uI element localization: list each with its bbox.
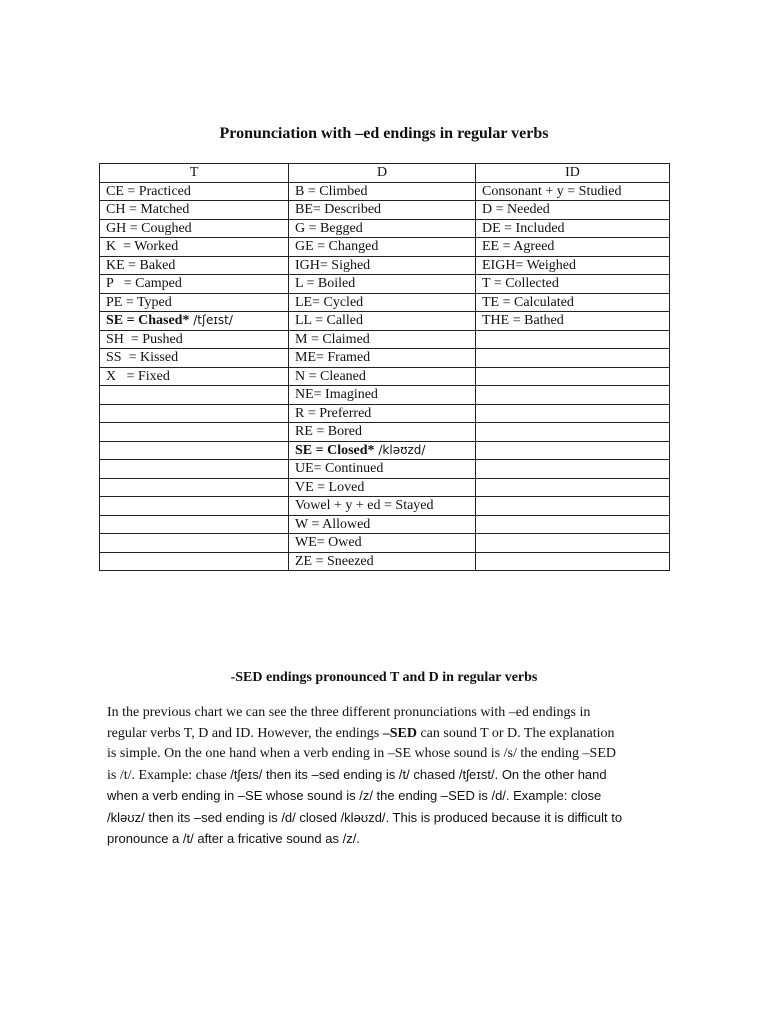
table-cell-t (100, 515, 289, 534)
cell-text: L = Boiled (295, 276, 356, 292)
table-cell-d (289, 386, 476, 405)
table-row (100, 386, 670, 405)
cell-text: Vowel + y + ed = Stayed (295, 498, 434, 514)
table-cell-d (289, 275, 476, 294)
table-row (100, 275, 670, 294)
table-cell-id (476, 312, 670, 331)
table-cell-id (476, 275, 670, 294)
table-cell-t (100, 460, 289, 479)
table-cell-d (289, 182, 476, 201)
table-row (100, 552, 670, 571)
column-header-id: ID (476, 164, 670, 183)
cell-text: THE = Bathed (482, 313, 564, 329)
table-cell-id (476, 552, 670, 571)
table-cell-t (100, 219, 289, 238)
table-cell-id (476, 182, 670, 201)
table-cell-t (100, 349, 289, 368)
cell-ipa-text: /tʃeɪst/ (189, 313, 233, 328)
cell-text: BE= Described (295, 202, 382, 218)
table-cell-t (100, 275, 289, 294)
cell-text: D = Needed (482, 202, 550, 218)
paragraph-text: is /t/. Example: chase (107, 767, 231, 783)
cell-bold-text: SE = Chased* (106, 313, 190, 329)
table-cell-d (289, 423, 476, 442)
cell-text: M = Claimed (295, 331, 370, 347)
cell-text: X = Fixed (106, 368, 170, 384)
page-title: Pronunciation with –ed endings in regular verbs (219, 125, 549, 142)
table-row (100, 404, 670, 423)
table-row (100, 312, 670, 331)
cell-text: ZE = Sneezed (295, 553, 374, 569)
table-row (100, 497, 670, 516)
table-cell-id (476, 367, 670, 386)
table-header-row (100, 164, 670, 183)
cell-text: EIGH= Weighed (482, 257, 576, 273)
table-cell-id (476, 460, 670, 479)
table-row (100, 182, 670, 201)
table-row (100, 423, 670, 442)
cell-text: P = Camped (106, 276, 182, 292)
table-cell-d (289, 367, 476, 386)
cell-text: K = Worked (106, 239, 179, 255)
table-cell-d (289, 497, 476, 516)
cell-text: WE= Owed (295, 535, 362, 551)
table-cell-t (100, 330, 289, 349)
table-cell-t (100, 293, 289, 312)
table-cell-id (476, 534, 670, 553)
cell-text: KE = Baked (106, 257, 176, 273)
paragraph-line (107, 829, 667, 851)
table-row (100, 330, 670, 349)
table-cell-t (100, 478, 289, 497)
table-cell-d (289, 552, 476, 571)
table-row (100, 256, 670, 275)
table-cell-id (476, 478, 670, 497)
table-cell-t (100, 238, 289, 257)
table-cell-id (476, 330, 670, 349)
column-header-t: T (100, 164, 289, 183)
table-row (100, 219, 670, 238)
table-cell-t (100, 256, 289, 275)
table-row (100, 515, 670, 534)
table-cell-id (476, 349, 670, 368)
cell-text: CE = Practiced (106, 183, 191, 199)
paragraph-text: In the previous chart we can see the three different pronunciations with –ed endings in (107, 705, 591, 720)
cell-text: T = Collected (482, 276, 559, 292)
table-cell-id (476, 386, 670, 405)
table-cell-d (289, 534, 476, 553)
cell-text: GE = Changed (295, 239, 379, 255)
cell-ipa-text: /kləʊzd/ (374, 442, 426, 457)
cell-text: RE = Bored (295, 424, 362, 440)
table-row (100, 478, 670, 497)
cell-text: TE = Calculated (482, 294, 574, 310)
table-cell-t (100, 312, 289, 331)
table-cell-id (476, 423, 670, 442)
paragraph-text: regular verbs T, D and ID. However, the endings (107, 725, 383, 741)
table-cell-id (476, 201, 670, 220)
table-cell-d (289, 441, 476, 460)
cell-text: Consonant + y = Studied (482, 183, 622, 199)
cell-text: IGH= Sighed (295, 257, 371, 273)
table-cell-d (289, 330, 476, 349)
table-cell-id (476, 404, 670, 423)
paragraph-line (107, 808, 667, 830)
cell-text: N = Cleaned (295, 368, 366, 384)
table-cell-t (100, 423, 289, 442)
paragraph-line (107, 744, 667, 765)
cell-bold-text: SE = Closed* (295, 442, 375, 458)
cell-text: PE = Typed (106, 294, 172, 310)
paragraph-text: pronounce a /t/ after a fricative sound as /z/. (107, 831, 360, 846)
explanation-paragraph (107, 703, 667, 851)
table-cell-d (289, 349, 476, 368)
table-row (100, 441, 670, 460)
table-body (100, 182, 670, 571)
table-cell-d (289, 238, 476, 257)
table-cell-d (289, 404, 476, 423)
table-cell-t (100, 386, 289, 405)
table-cell-d (289, 478, 476, 497)
cell-text: LL = Called (295, 313, 364, 329)
table-row (100, 367, 670, 386)
table-row (100, 460, 670, 479)
table-cell-id (476, 219, 670, 238)
table-cell-id (476, 293, 670, 312)
endings-table (99, 163, 670, 571)
cell-text: DE = Included (482, 220, 565, 236)
cell-text: EE = Agreed (482, 239, 555, 255)
cell-text: B = Climbed (295, 183, 368, 199)
paragraph-text: /kləʊz/ then its –sed ending is /d/ closed /kləʊzd/. This is produced because it is difficult to (107, 809, 623, 825)
column-header-d: D (289, 164, 476, 183)
paragraph-line (107, 724, 667, 745)
table-cell-t (100, 404, 289, 423)
table-cell-t (100, 441, 289, 460)
table-cell-id (476, 515, 670, 534)
table-cell-d (289, 312, 476, 331)
cell-text: SH = Pushed (106, 331, 183, 347)
paragraph-text: /tʃeɪs/ then its –sed ending is /t/ chased /tʃeɪst/. On the other hand (230, 766, 607, 782)
cell-text: SS = Kissed (106, 350, 179, 366)
cell-text: ME= Framed (295, 350, 371, 366)
table-cell-d (289, 293, 476, 312)
cell-text: UE= Continued (295, 461, 384, 477)
table-cell-t (100, 534, 289, 553)
section-title: -SED endings pronounced T and D in regular verbs (230, 670, 538, 685)
table-cell-id (476, 256, 670, 275)
table-cell-t (100, 201, 289, 220)
table-cell-d (289, 201, 476, 220)
table-cell-d (289, 219, 476, 238)
table-cell-id (476, 238, 670, 257)
table-cell-t (100, 552, 289, 571)
table-cell-d (289, 515, 476, 534)
cell-text: W = Allowed (295, 516, 371, 532)
paragraph-line (107, 703, 667, 724)
paragraph-text: is simple. On the one hand when a verb ending in –SE whose sound is /s/ the ending –SED (107, 746, 616, 761)
cell-text: G = Begged (295, 220, 363, 236)
table-cell-id (476, 441, 670, 460)
paragraph-text: can sound T or D. The explanation (416, 725, 615, 741)
cell-text: GH = Coughed (106, 220, 192, 236)
table-cell-t (100, 182, 289, 201)
table-row (100, 238, 670, 257)
table-cell-id (476, 497, 670, 516)
cell-text: NE= Imagined (295, 387, 378, 403)
table-row (100, 349, 670, 368)
cell-text: VE = Loved (295, 479, 365, 495)
cell-text: R = Preferred (295, 405, 372, 421)
paragraph-text: when a verb ending in –SE whose sound is /z/ the ending –SED is /d/. Example: close (107, 788, 602, 803)
table-row (100, 201, 670, 220)
table-cell-t (100, 367, 289, 386)
paragraph-bold-text: –SED (382, 725, 417, 741)
paragraph-line (107, 765, 667, 787)
cell-text: LE= Cycled (295, 294, 364, 310)
table-row (100, 534, 670, 553)
table-cell-d (289, 256, 476, 275)
table-row (100, 293, 670, 312)
paragraph-line (107, 786, 667, 808)
cell-text: CH = Matched (106, 202, 190, 218)
table-cell-t (100, 497, 289, 516)
table-cell-d (289, 460, 476, 479)
